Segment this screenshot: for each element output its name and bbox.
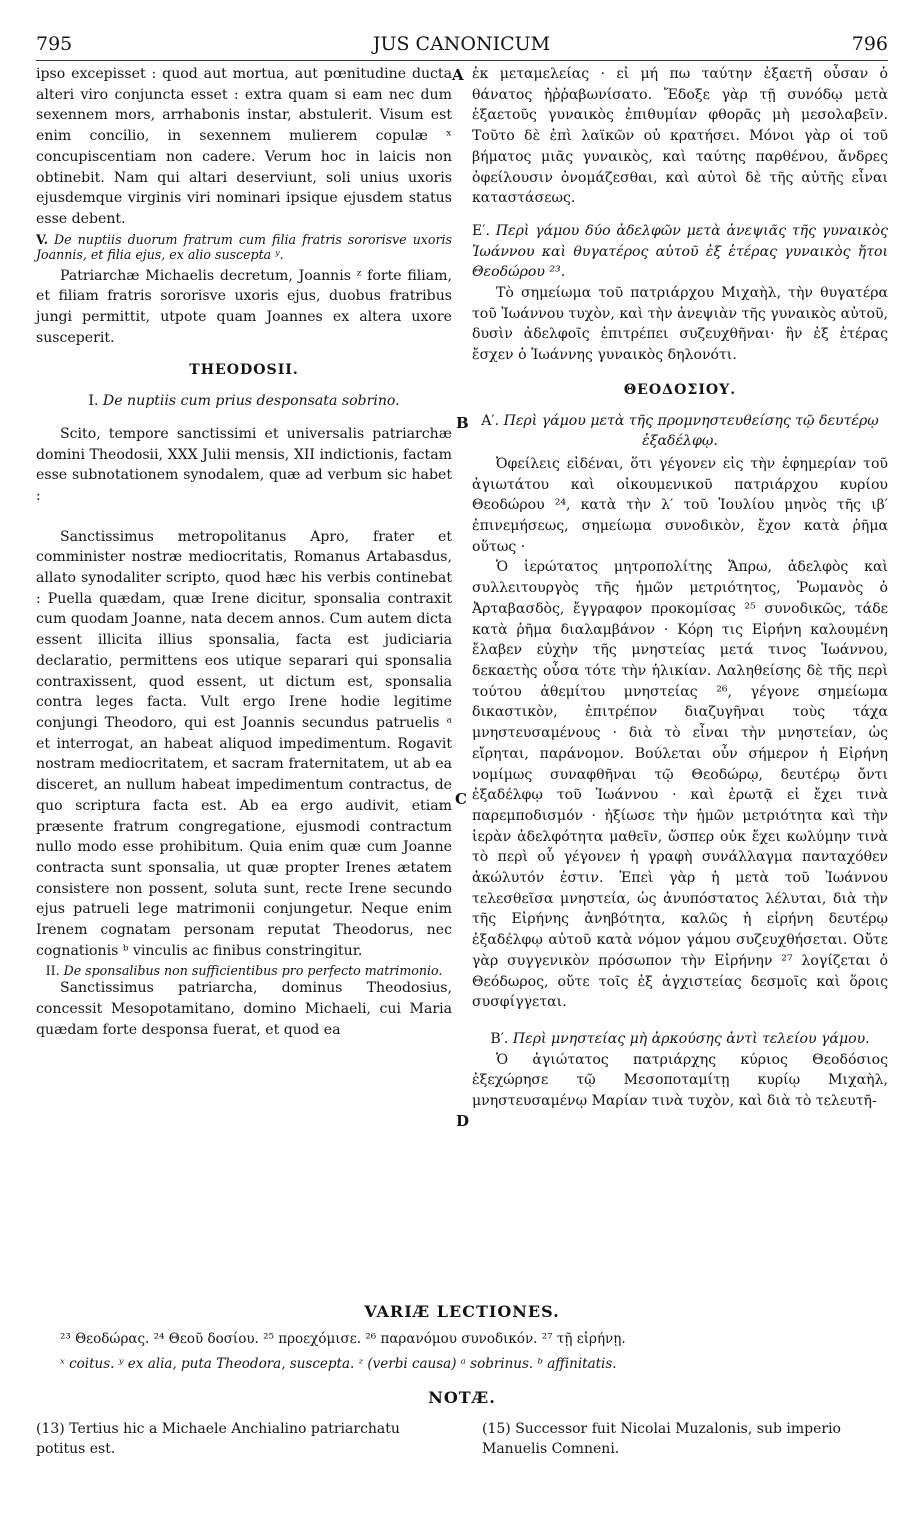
greek-column — [472, 64, 888, 1112]
margin-letter-c: C — [455, 790, 467, 808]
latin-chapter-ii-heading — [36, 963, 452, 978]
chapter-number: II. — [45, 963, 60, 979]
latin-paragraph-5: Sanctissimus patriarcha, dominus Theodosius, concessit Mesopotamitano, domino Michaeli, cui Maria quædam forte desponsa fuerat, et quod ea — [36, 980, 452, 1038]
variae-heading: VARIÆ LECTIONES. — [364, 1302, 560, 1321]
chapter-title: De sponsalibus non sufficientibus pro perfecto matrimonio. — [63, 963, 443, 979]
note-left: (13) Tertius hic a Michaele Anchialino patriarchatu potitus est. — [36, 1421, 400, 1457]
latin-paragraph-2: Patriarchæ Michaelis decretum, Joannis ᶻ forte filiam, et filiam fratris sororisve uxoris ejus, duobus fratribus jungi permittit, utpote quam Joannes ex altera uxore susceperit. — [36, 267, 452, 346]
margin-letter-a: A — [452, 66, 464, 84]
latin-paragraph-4: Sanctissimus metropolitanus Apro, frater et comminister nostræ mediocritatis, Romanus Artabasdus, allato synodaliter scripto, quod hæc his verbis continebat : Puella quædam, quæ Irene dicitur, sponsalia contraxit cum quodam Joanne, nata decem annos. Cum autem dicta essent illicita illius sponsalia, facta est judiciaria declaratio, permittens eos utique separari qui sponsalia contraxissent, quod essent, ut dictum est, sponsalia contra leges facta. Vult ergo Irene hodie legitime conjungi Theodoro, qui est Joannis secundus patruelis ᵃ et interrogat, an habeat aliquod impedimentum. Rogavit nostram mediocritatem, et sacram fraternitatem, ut ab ea disceret, an nullum habeat impedimentum contractus, de quo scriptura facta est. Ab ea ergo audivit, etiam præsente fratrum congregatione, ejusmodi contractum nullo modo esse prohibitum. Quia enim quæ cum Joanne contracta sunt sponsalia, ut quæ propter Irenes ætatem consistere non possent, soluta sunt, recte Irene secundo ejus patrueli lege matrimonii conjungetur. Neque enim Irenem cognatam personam reputat Theodorus, nec cognationis ᵇ vinculis ac finibus constringitur. — [36, 528, 452, 959]
chapter-title: De nuptiis cum prius desponsata sobrino. — [102, 393, 400, 410]
chapter-title: Περὶ γάμου δύο ἀδελφῶν μετὰ ἀνεψιᾶς τῆς γυναικὸς Ἰωάννου καὶ θυγατέρος αὐτοῦ ἐξ ἑτέρας γυναικὸς ἤτοι Θεοδώρου ²³. — [472, 222, 888, 281]
greek-paragraph-2: Τὸ σημείωμα τοῦ πατριάρχου Μιχαὴλ, τὴν θυγατέρα τοῦ Ἰωάννου τυχὸν, καὶ τὴν ἀνεψιὰν τῆς γυναικὸς αὐτοῦ, δυσὶν ἀδελφοῖς ἐπιτρέπει συζευχθῆναι· ἣν ἐξ ἑτέρας ἔσχεν ὁ Ἰωάννης γυναικὸς δηλονότι. — [472, 285, 888, 364]
page-number-left: 795 — [36, 33, 73, 55]
header-rule — [36, 60, 888, 61]
chapter-number: I. — [88, 393, 99, 410]
latin-paragraph-1: ipso excepisset : quod aut mortua, aut pœnitudine ducta alteri viro conjuncta esset : extra quam si eam nec dum sexennem mors, arrhabonis instar, abstulerit. Visum est enim concilio, in sexennem mulierem copulæ ˣ concupiscentiam non cadere. Verum hoc in laicis non obtinebit. Nam qui altari deserviunt, soli unius uxoris ejusdemque virginis viri nominari ipsique ejusdem status esse debent. — [36, 66, 452, 227]
variae-greek-line: ²³ Θεοδώρας. ²⁴ Θεοῦ δοσίου. ²⁵ προεχόμισε. ²⁶ παρανόμου συνοδικόν. ²⁷ τῇ εἰρήνῃ. — [60, 1331, 626, 1347]
greek-section-heading: ΘΕΟΔΟΣΙΟΥ. — [623, 381, 737, 398]
greek-paragraph-4: Ὁ ἱερώτατος μητροπολίτης Ἄπρω, ἀδελφὸς καὶ συλλειτουργὸς τῆς ἡμῶν μετριότητος, Ῥωμανὸς ὁ Ἀρταβασδὸς, ἔγγραφον προκομίσας ²⁵ συνοδικῶς, τάδε κατὰ ῥῆμα διαλαμβάνον · Κόρη τις Εἰρήνη καλουμένη ἔλαβεν εὐχὴν τῆς μνηστείας μετά τινος Ἰωάννου, δεκαετὴς οὖσα τότε τὴν ἡλικίαν. Λαληθείσης δὲ τῆς περὶ τούτου ἀθεμίτου μνηστείας ²⁶, γέγονε σημείωμα δικαστικὸν, ἐπιτρέπον διαζυγῆναι τοὺς τάχα μνηστευσαμένους · διὰ τὸ εἶναι τὴν μνηστείαν, ὡς εἴρηται, παράνομον. Βούλεται οὖν σήμερον ἡ Εἰρήνη νομίμως συναφθῆναι τῷ Θεοδώρῳ, δευτέρῳ ὄντι ἐξαδέλφῳ τοῦ Ἰωάννου · καὶ ἐρωτᾷ εἰ ἔχει τινὰ παρεμποδισμόν · ἠξίωσε τὴν ἡμῶν μετριότητα καὶ τὴν ἱερὰν ἀδελφότητα μαθεῖν, ὥσπερ οὐκ ἔχει κωλύμην τινὰ τὸ περὶ οὗ γέγονεν ἡ γραφὴ συνάλλαγμα πανταχόθεν ἀκώλυτόν ἐστιν. Ἐπεὶ γὰρ ἡ μετὰ τοῦ Ἰωάννου τελεσθεῖσα μνηστεία, ὡς ἀνυπόστατος λέλυται, διὰ τὴν τῆς Εἰρήνης ἀνηβότητα, καλῶς ἡ εἰρήνη δευτέρῳ ἐξαδέλφῳ αὐτοῦ κατὰ νόμον γάμου συζευχθήσεται. Οὔτε γὰρ συγγενικὸν πρόσωπον τὴν Εἰρήνην ²⁷ λογίζεται ὁ Θεόδωρος, οὔτε τοῖς ἐξ ἀγχιστείας δεσμοῖς καὶ ὅροις συσφίγγεται. — [472, 559, 888, 1011]
note-right: (15) Successor fuit Nicolai Muzalonis, sub imperio Manuelis Comneni. — [482, 1421, 841, 1457]
greek-chapter-b-heading — [472, 1029, 888, 1050]
latin-section-heading: THEODOSII. — [189, 362, 299, 379]
margin-letter-d: D — [456, 1112, 470, 1130]
latin-chapter-i-heading — [36, 391, 452, 412]
chapter-title: Περὶ γάμου μετὰ τῆς προμνηστευθείσης τῷ δευτέρῳ ἐξαδέλφῳ. — [503, 412, 879, 450]
greek-chapter-a-heading — [472, 411, 888, 452]
latin-paragraph-3: Scito, tempore sanctissimi et universalis patriarchæ domini Theodosii, XXX Julii mensis, XII indictionis, factam esse subnotationem synodalem, quæ ad verbum sic habet : — [36, 425, 452, 504]
chapter-number: Α′. — [481, 412, 500, 429]
greek-paragraph-1: ἐκ μεταμελείας · εἰ μή πω ταύτην ἑξαετῆ οὖσαν ὁ θάνατος ἠῤῥαβωνίσατο. Ἔδοξε γὰρ τῇ συνόδῳ μετὰ ἑξαετοῦς γυναικὸς ἐπιθυμίαν φθορᾶς μὴ μεσολαβεῖν. Τοῦτο δὲ ἐπὶ λαϊκῶν οὐ κρατήσει. Μόνοι γὰρ οἱ τοῦ βήματος μιᾶς γυναικὸς, καὶ ταύτης παρθένου, ἄνδρες ὀφείλουσιν ὀνομάζεσθαι, καὶ αὐτοὶ δὲ τῆς αὐτῆς εἶναι καταστάσεως. — [472, 66, 888, 207]
chapter-number: Ε′. — [472, 222, 490, 239]
latin-column — [36, 64, 452, 1041]
chapter-title: Περὶ μνηστείας μὴ ἀρκούσης ἀντὶ τελείου γάμου. — [512, 1030, 870, 1047]
page-number-right: 796 — [851, 33, 888, 55]
margin-letter-b: B — [456, 414, 469, 432]
notae-heading: NOTÆ. — [428, 1388, 496, 1407]
greek-paragraph-5: Ὁ ἁγιώτατος πατριάρχης κύριος Θεοδόσιος ἐξεχώρησε τῷ Μεσοποταμίτῃ κυρίῳ Μιχαὴλ, μνηστευσαμένῳ Μαρίαν τινὰ τυχὸν, καὶ διὰ τὸ τελευτῆ- — [472, 1051, 888, 1110]
variae-latin-line: ˣ coitus. ʸ ex alia, puta Theodora, suscepta. ᶻ (verbi causa) ᵃ sobrinus. ᵇ affinitatis. — [60, 1356, 617, 1372]
chapter-number: Β′. — [490, 1030, 509, 1047]
chapter-title: De nuptiis duorum fratrum cum filia fratris sororisve uxoris Joannis, et filia ejus, ex alio suscepta ʸ. — [36, 231, 452, 262]
latin-chapter-v-heading — [36, 232, 452, 262]
greek-chapter-e-heading — [472, 221, 888, 283]
chapter-number: V. — [36, 231, 48, 247]
greek-paragraph-3: Ὀφείλεις εἰδέναι, ὅτι γέγονεν εἰς τὴν ἐφημερίαν τοῦ ἁγιωτάτου καὶ οἰκουμενικοῦ πατριάρχου κυρίου Θεοδώρου ²⁴, κατὰ τὴν λ′ τοῦ Ἰουλίου μηνὸς τῆς ιβ′ ἐπινεμήσεως, σημείωμα συνοδικὸν, ἔχον κατὰ ῥῆμα οὕτως · — [472, 455, 888, 555]
running-title: JUS CANONICUM — [372, 33, 551, 55]
